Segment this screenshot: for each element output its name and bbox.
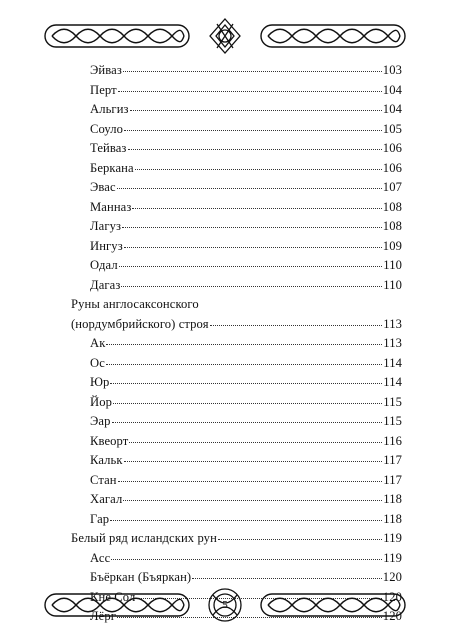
toc-entry-title: Соуло bbox=[90, 121, 124, 136]
toc-entry-page: 115 bbox=[383, 394, 402, 409]
dot-leader bbox=[117, 178, 382, 189]
toc-entry-title: Стан bbox=[90, 472, 117, 487]
toc-entry-title: Квеорт bbox=[90, 433, 129, 448]
toc-entry-page: 116 bbox=[383, 433, 402, 448]
toc-entry-page: 114 bbox=[383, 355, 402, 370]
dot-leader bbox=[110, 510, 382, 521]
dot-leader bbox=[118, 81, 382, 92]
toc-entry-page: 113 bbox=[383, 336, 402, 350]
toc-entry-page: 114 bbox=[383, 375, 402, 389]
toc-entry-title: Беркана bbox=[90, 160, 134, 175]
page-number: 5 bbox=[222, 599, 228, 611]
toc-entry-page: 103 bbox=[382, 63, 402, 77]
toc-entry-title: Юр bbox=[90, 375, 110, 389]
dot-leader bbox=[106, 334, 382, 345]
celtic-knot-border-right bbox=[260, 24, 406, 48]
dot-leader bbox=[113, 393, 382, 404]
toc-entry-title: Эвас bbox=[90, 180, 116, 194]
dot-leader bbox=[123, 61, 382, 72]
toc-entry-title: Перт bbox=[90, 82, 117, 97]
dot-leader bbox=[128, 139, 382, 150]
footer-ornament bbox=[44, 585, 406, 625]
toc-entry[interactable] bbox=[71, 278, 402, 298]
dot-leader bbox=[110, 373, 382, 384]
toc-entry-title: Эар bbox=[90, 414, 111, 428]
toc-entry-title: Хагал bbox=[90, 492, 123, 506]
toc-entry-page: 117 bbox=[383, 453, 402, 467]
dot-leader bbox=[111, 549, 382, 560]
toc-entry-page: 120 bbox=[382, 589, 402, 604]
dot-leader bbox=[132, 198, 381, 209]
toc-entry-title: Альгиз bbox=[90, 102, 129, 116]
toc-entry-title: Кне Сол bbox=[90, 589, 136, 604]
toc-entry-page: 113 bbox=[383, 316, 402, 331]
toc-entry-page: 118 bbox=[383, 511, 402, 526]
toc-entry-title: Гар bbox=[90, 511, 110, 526]
toc-entry-page: 107 bbox=[382, 180, 402, 194]
table-of-contents bbox=[71, 63, 402, 629]
toc-entry-page: 110 bbox=[383, 277, 402, 292]
toc-entry-title: Йор bbox=[90, 394, 112, 409]
celtic-knot-border-left bbox=[44, 24, 190, 48]
dot-leader bbox=[106, 354, 382, 365]
toc-entry-title: Тейваз bbox=[90, 141, 127, 155]
toc-entry-page: 110 bbox=[383, 258, 402, 272]
toc-entry-page: 119 bbox=[383, 531, 402, 545]
toc-entry-title: Манназ bbox=[90, 199, 132, 214]
toc-entry-title: Лагуз bbox=[90, 219, 122, 233]
toc-entry-title: Кальк bbox=[90, 453, 123, 467]
dot-leader bbox=[121, 276, 382, 287]
dot-leader bbox=[210, 315, 383, 326]
dot-leader bbox=[135, 159, 382, 170]
dot-leader bbox=[124, 237, 382, 248]
toc-entry-page: 120 bbox=[382, 570, 402, 584]
knot-emblem-icon bbox=[207, 16, 243, 56]
toc-entry-title: Руны англосаксонского bbox=[71, 297, 199, 311]
celtic-knot-border-left bbox=[44, 593, 190, 617]
dot-leader bbox=[123, 490, 382, 501]
toc-entry-page: 104 bbox=[382, 82, 402, 97]
toc-entry-page: 117 bbox=[383, 472, 402, 487]
toc-entry-page: 118 bbox=[383, 492, 402, 506]
toc-entry-title: Лёрг bbox=[90, 609, 116, 623]
toc-entry-page: 108 bbox=[382, 199, 402, 214]
dot-leader bbox=[192, 568, 382, 579]
toc-entry-title: Белый ряд исландских рун bbox=[71, 531, 217, 545]
toc-entry-title: Одал bbox=[90, 258, 118, 272]
toc-entry-page: 108 bbox=[382, 219, 402, 233]
toc-entry-page: 104 bbox=[382, 102, 402, 116]
toc-entry-title: Ос bbox=[90, 355, 105, 370]
toc-entry-page: 119 bbox=[383, 550, 402, 565]
toc-entry-page: 115 bbox=[383, 414, 402, 428]
header-ornament bbox=[44, 16, 406, 56]
toc-entry-page: 109 bbox=[382, 238, 402, 253]
dot-leader bbox=[124, 451, 383, 462]
toc-entry-page: 120 bbox=[382, 609, 402, 623]
dot-leader bbox=[119, 256, 383, 267]
dot-leader bbox=[129, 432, 382, 443]
dot-leader bbox=[122, 217, 382, 228]
toc-entry-title: Эйваз bbox=[90, 63, 122, 77]
toc-entry-page: 106 bbox=[382, 160, 402, 175]
toc-entry-title: Бъёркан (Бъяркан) bbox=[90, 570, 192, 584]
toc-entry-title: Асс bbox=[90, 550, 111, 565]
toc-entry-title: Ингуз bbox=[90, 238, 123, 253]
toc-entry-title: Дагаз bbox=[90, 277, 121, 292]
toc-entry-page: 106 bbox=[382, 141, 402, 155]
dot-leader bbox=[218, 529, 382, 540]
dot-leader bbox=[118, 471, 383, 482]
dot-leader bbox=[124, 120, 382, 131]
celtic-knot-border-right bbox=[260, 593, 406, 617]
toc-entry-title: (нордумбрийского) строя bbox=[71, 316, 209, 331]
toc-entry-page: 105 bbox=[382, 121, 402, 136]
dot-leader bbox=[112, 412, 383, 423]
toc-entry-title: Ак bbox=[90, 336, 106, 350]
dot-leader bbox=[130, 100, 382, 111]
